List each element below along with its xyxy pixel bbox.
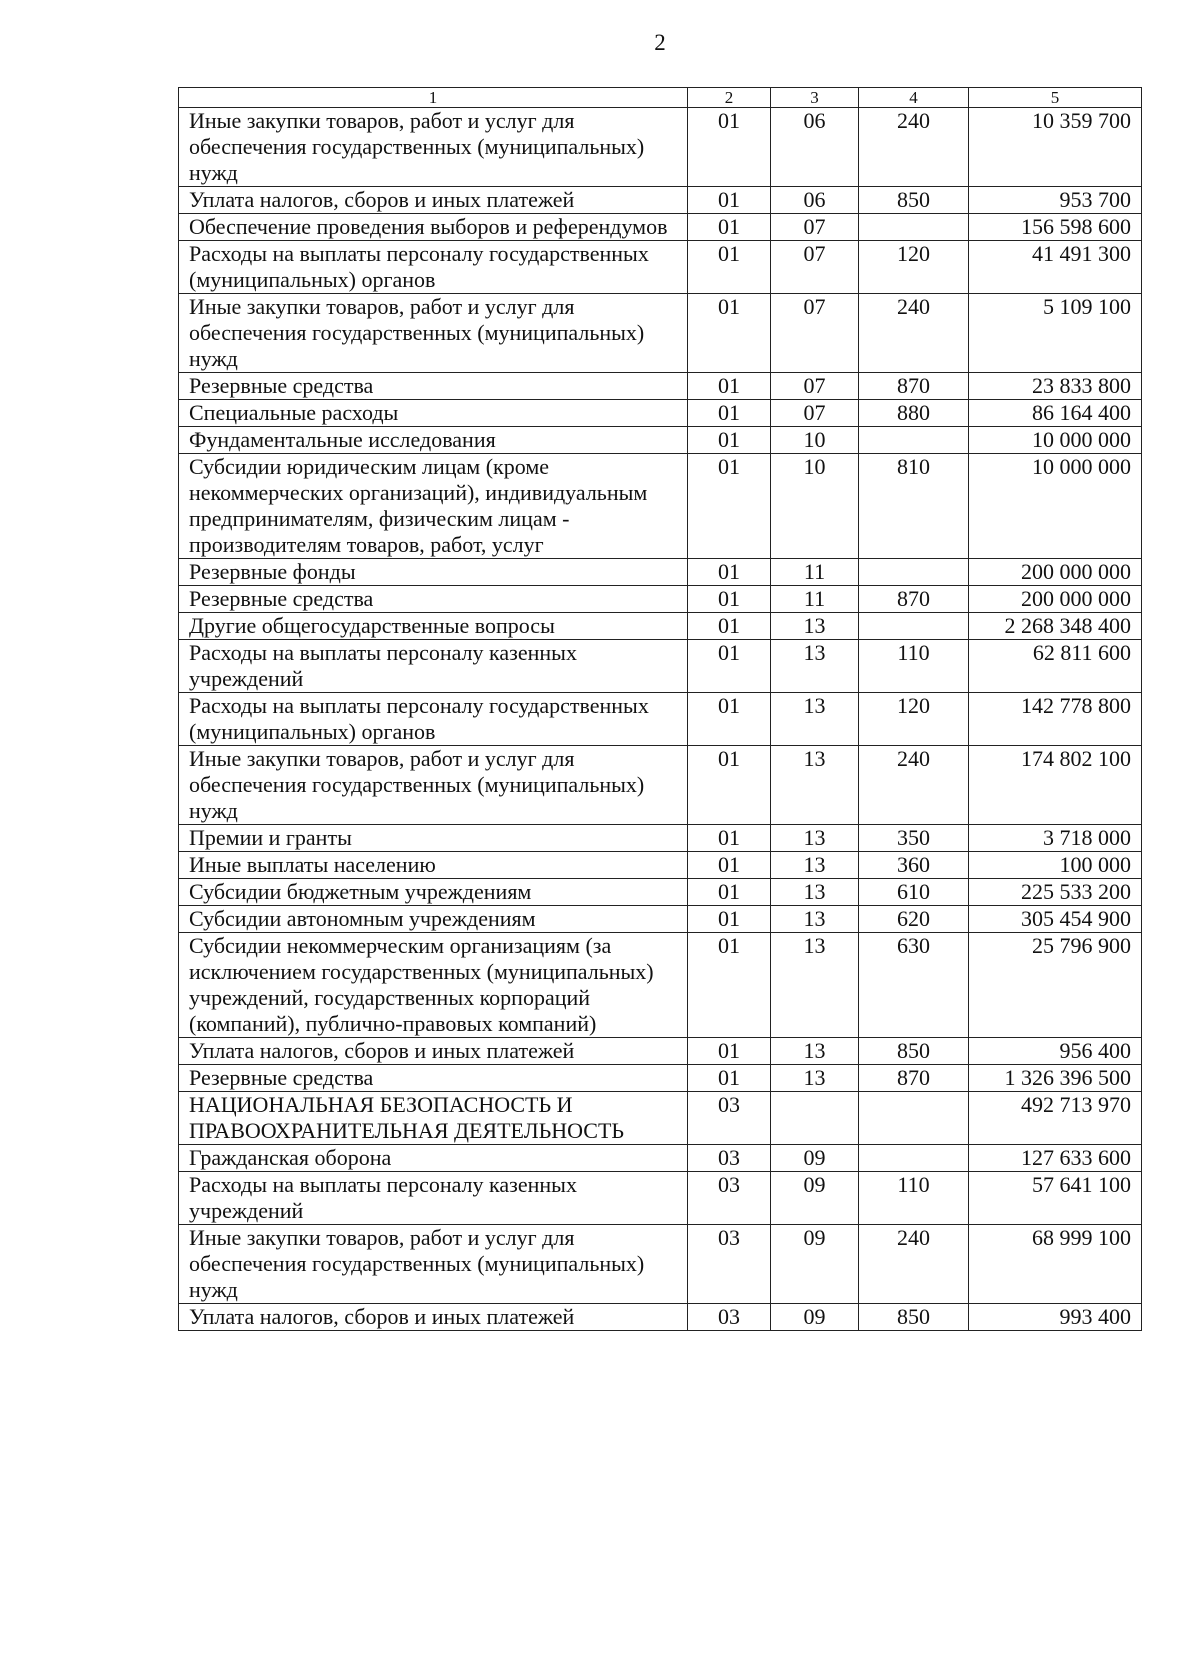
cell-name: Расходы на выплаты персоналу казенных учреждений: [179, 640, 688, 693]
cell-name: НАЦИОНАЛЬНАЯ БЕЗОПАСНОСТЬ И ПРАВООХРАНИТЕЛЬНАЯ ДЕЯТЕЛЬНОСТЬ: [179, 1092, 688, 1145]
cell-subsection: 07: [771, 400, 859, 427]
cell-section: 01: [688, 294, 771, 373]
cell-amount: 492 713 970: [969, 1092, 1142, 1145]
cell-name: Иные закупки товаров, работ и услуг для обеспечения государственных (муниципальных) нужд: [179, 108, 688, 187]
cell-amount: 100 000: [969, 852, 1142, 879]
cell-section: 01: [688, 454, 771, 559]
cell-section: 01: [688, 187, 771, 214]
cell-amount: 10 359 700: [969, 108, 1142, 187]
table-row: [179, 214, 1142, 241]
cell-amount: 10 000 000: [969, 454, 1142, 559]
cell-section: 01: [688, 214, 771, 241]
cell-expense-type: 240: [859, 746, 969, 825]
page-number: 2: [654, 30, 666, 55]
cell-expense-type: 350: [859, 825, 969, 852]
cell-expense-type: [859, 427, 969, 454]
cell-expense-type: 610: [859, 879, 969, 906]
table-row: [179, 1145, 1142, 1172]
cell-name: Субсидии автономным учреждениям: [179, 906, 688, 933]
cell-section: 01: [688, 559, 771, 586]
cell-subsection: 13: [771, 879, 859, 906]
cell-name: Уплата налогов, сборов и иных платежей: [179, 1304, 688, 1331]
table-row: [179, 559, 1142, 586]
column-header-name: 1: [179, 88, 688, 108]
cell-section: 01: [688, 825, 771, 852]
table-row: [179, 906, 1142, 933]
table-row: [179, 1092, 1142, 1145]
cell-expense-type: 870: [859, 1065, 969, 1092]
cell-amount: 1 326 396 500: [969, 1065, 1142, 1092]
table-row: [179, 933, 1142, 1038]
column-header-subsection: 3: [771, 88, 859, 108]
cell-amount: 25 796 900: [969, 933, 1142, 1038]
table-row: [179, 1065, 1142, 1092]
cell-subsection: 13: [771, 746, 859, 825]
cell-section: 03: [688, 1145, 771, 1172]
cell-section: 01: [688, 640, 771, 693]
cell-name: Субсидии юридическим лицам (кроме некоммерческих организаций), индивидуальным предпринимателям, физическим лицам - производителям товаров, работ, услуг: [179, 454, 688, 559]
cell-name: Уплата налогов, сборов и иных платежей: [179, 187, 688, 214]
cell-section: 01: [688, 400, 771, 427]
cell-expense-type: 850: [859, 1038, 969, 1065]
cell-expense-type: 870: [859, 586, 969, 613]
table-row: [179, 1172, 1142, 1225]
cell-section: 01: [688, 746, 771, 825]
cell-expense-type: 810: [859, 454, 969, 559]
cell-amount: 41 491 300: [969, 241, 1142, 294]
cell-name: Резервные фонды: [179, 559, 688, 586]
cell-amount: 86 164 400: [969, 400, 1142, 427]
cell-expense-type: [859, 214, 969, 241]
cell-subsection: 13: [771, 825, 859, 852]
cell-section: 01: [688, 108, 771, 187]
table-row: [179, 852, 1142, 879]
cell-section: 01: [688, 1065, 771, 1092]
cell-subsection: 06: [771, 108, 859, 187]
cell-section: 01: [688, 906, 771, 933]
cell-subsection: 09: [771, 1304, 859, 1331]
cell-amount: 57 641 100: [969, 1172, 1142, 1225]
cell-name: Расходы на выплаты персоналу государственных (муниципальных) органов: [179, 693, 688, 746]
cell-expense-type: 620: [859, 906, 969, 933]
cell-name: Расходы на выплаты персоналу казенных учреждений: [179, 1172, 688, 1225]
cell-expense-type: 850: [859, 1304, 969, 1331]
cell-name: Иные закупки товаров, работ и услуг для обеспечения государственных (муниципальных) нужд: [179, 1225, 688, 1304]
cell-subsection: 13: [771, 693, 859, 746]
cell-subsection: [771, 1092, 859, 1145]
table-row: [179, 294, 1142, 373]
cell-expense-type: 120: [859, 241, 969, 294]
cell-subsection: 07: [771, 373, 859, 400]
cell-name: Расходы на выплаты персоналу государственных (муниципальных) органов: [179, 241, 688, 294]
cell-amount: 3 718 000: [969, 825, 1142, 852]
table-row: [179, 187, 1142, 214]
cell-amount: 174 802 100: [969, 746, 1142, 825]
cell-name: Специальные расходы: [179, 400, 688, 427]
cell-subsection: 13: [771, 906, 859, 933]
cell-name: Резервные средства: [179, 1065, 688, 1092]
table-row: [179, 373, 1142, 400]
cell-amount: 10 000 000: [969, 427, 1142, 454]
cell-amount: 23 833 800: [969, 373, 1142, 400]
cell-section: 01: [688, 613, 771, 640]
cell-name: Иные закупки товаров, работ и услуг для обеспечения государственных (муниципальных) нужд: [179, 294, 688, 373]
cell-section: 01: [688, 933, 771, 1038]
cell-amount: 62 811 600: [969, 640, 1142, 693]
cell-name: Премии и гранты: [179, 825, 688, 852]
table-row: [179, 825, 1142, 852]
cell-amount: 2 268 348 400: [969, 613, 1142, 640]
cell-subsection: 07: [771, 294, 859, 373]
cell-section: 03: [688, 1092, 771, 1145]
table-row: [179, 613, 1142, 640]
table-row: [179, 1304, 1142, 1331]
cell-subsection: 13: [771, 640, 859, 693]
cell-name: Резервные средства: [179, 373, 688, 400]
cell-section: 01: [688, 427, 771, 454]
cell-subsection: 10: [771, 427, 859, 454]
cell-expense-type: 110: [859, 640, 969, 693]
cell-amount: 225 533 200: [969, 879, 1142, 906]
cell-expense-type: 850: [859, 187, 969, 214]
cell-amount: 956 400: [969, 1038, 1142, 1065]
cell-expense-type: [859, 559, 969, 586]
cell-expense-type: 110: [859, 1172, 969, 1225]
cell-name: Уплата налогов, сборов и иных платежей: [179, 1038, 688, 1065]
cell-expense-type: 870: [859, 373, 969, 400]
cell-expense-type: 360: [859, 852, 969, 879]
cell-name: Субсидии некоммерческим организациям (за исключением государственных (муниципальных) учреждений, государственных корпораций (компаний), публично-правовых компаний): [179, 933, 688, 1038]
cell-name: Фундаментальные исследования: [179, 427, 688, 454]
cell-amount: 156 598 600: [969, 214, 1142, 241]
cell-section: 01: [688, 852, 771, 879]
cell-subsection: 10: [771, 454, 859, 559]
cell-expense-type: [859, 1145, 969, 1172]
cell-section: 03: [688, 1304, 771, 1331]
cell-section: 01: [688, 241, 771, 294]
cell-expense-type: 240: [859, 108, 969, 187]
cell-amount: 142 778 800: [969, 693, 1142, 746]
cell-subsection: 07: [771, 214, 859, 241]
cell-amount: 200 000 000: [969, 559, 1142, 586]
table-row: [179, 586, 1142, 613]
table-row: [179, 108, 1142, 187]
cell-subsection: 07: [771, 241, 859, 294]
cell-subsection: 11: [771, 586, 859, 613]
cell-subsection: 13: [771, 1038, 859, 1065]
cell-section: 01: [688, 586, 771, 613]
cell-amount: 200 000 000: [969, 586, 1142, 613]
cell-section: 03: [688, 1172, 771, 1225]
table-row: [179, 1038, 1142, 1065]
cell-section: 01: [688, 693, 771, 746]
cell-expense-type: 120: [859, 693, 969, 746]
cell-name: Иные выплаты населению: [179, 852, 688, 879]
cell-subsection: 09: [771, 1145, 859, 1172]
cell-expense-type: [859, 613, 969, 640]
cell-amount: 127 633 600: [969, 1145, 1142, 1172]
column-header-expense-type: 4: [859, 88, 969, 108]
cell-name: Резервные средства: [179, 586, 688, 613]
cell-amount: 68 999 100: [969, 1225, 1142, 1304]
cell-amount: 993 400: [969, 1304, 1142, 1331]
cell-subsection: 09: [771, 1172, 859, 1225]
table-body: [179, 108, 1142, 1331]
table-row: [179, 241, 1142, 294]
cell-name: Другие общегосударственные вопросы: [179, 613, 688, 640]
cell-section: 01: [688, 879, 771, 906]
cell-expense-type: 240: [859, 294, 969, 373]
table-row: [179, 693, 1142, 746]
table-row: [179, 1225, 1142, 1304]
cell-section: 01: [688, 373, 771, 400]
cell-section: 03: [688, 1225, 771, 1304]
table-header-row: [179, 88, 1142, 108]
cell-subsection: 11: [771, 559, 859, 586]
cell-subsection: 09: [771, 1225, 859, 1304]
cell-subsection: 13: [771, 852, 859, 879]
cell-expense-type: 240: [859, 1225, 969, 1304]
cell-name: Иные закупки товаров, работ и услуг для обеспечения государственных (муниципальных) нужд: [179, 746, 688, 825]
cell-amount: 953 700: [969, 187, 1142, 214]
table-row: [179, 427, 1142, 454]
cell-subsection: 13: [771, 933, 859, 1038]
table-row: [179, 400, 1142, 427]
cell-expense-type: 880: [859, 400, 969, 427]
cell-name: Обеспечение проведения выборов и референдумов: [179, 214, 688, 241]
table-row: [179, 746, 1142, 825]
cell-subsection: 06: [771, 187, 859, 214]
cell-expense-type: 630: [859, 933, 969, 1038]
cell-name: Гражданская оборона: [179, 1145, 688, 1172]
cell-section: 01: [688, 1038, 771, 1065]
cell-amount: 305 454 900: [969, 906, 1142, 933]
cell-subsection: 13: [771, 613, 859, 640]
budget-table: [178, 87, 1142, 1331]
cell-expense-type: [859, 1092, 969, 1145]
cell-amount: 5 109 100: [969, 294, 1142, 373]
cell-subsection: 13: [771, 1065, 859, 1092]
table-row: [179, 879, 1142, 906]
column-header-section: 2: [688, 88, 771, 108]
column-header-amount: 5: [969, 88, 1142, 108]
table-row: [179, 640, 1142, 693]
table-row: [179, 454, 1142, 559]
cell-name: Субсидии бюджетным учреждениям: [179, 879, 688, 906]
